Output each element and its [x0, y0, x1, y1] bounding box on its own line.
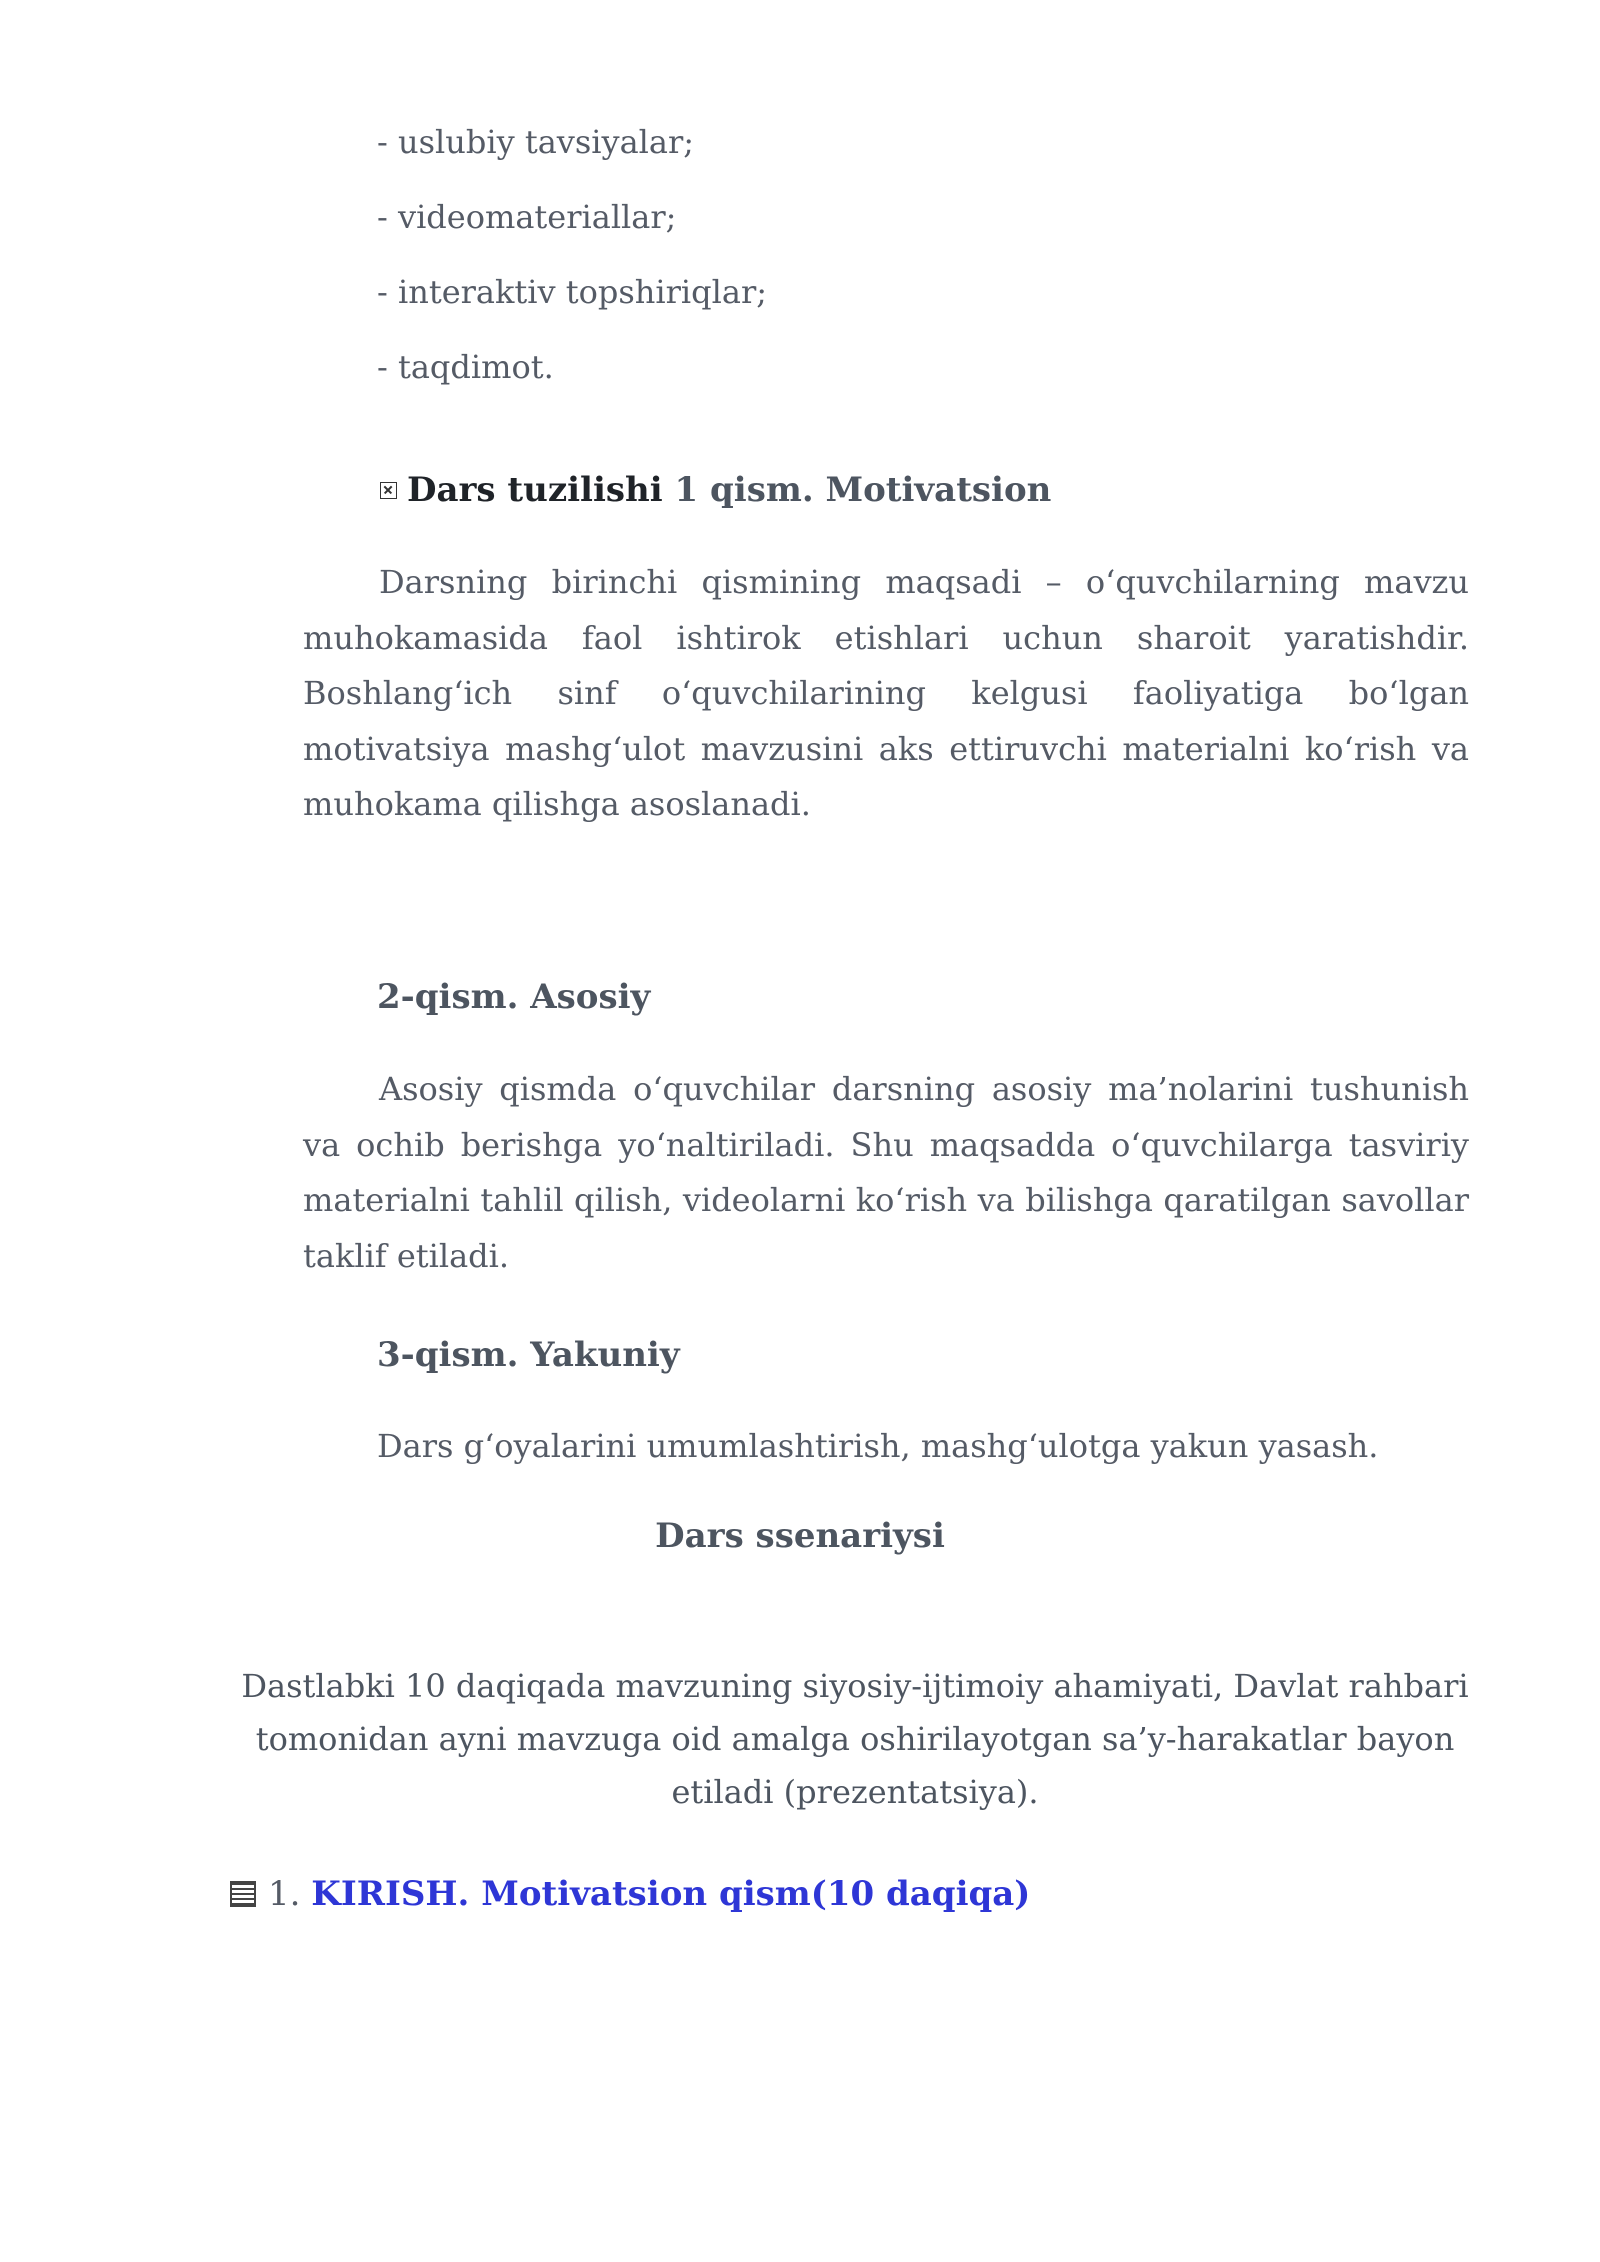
structure-heading: [380, 468, 1051, 512]
intro-item-title: KIRISH. Motivatsion qism(10 daqiqa): [311, 1874, 1031, 1914]
part3-paragraph: Dars g‘oyalarini umumlashtirish, mashg‘ulotga yakun yasash.: [377, 1427, 1379, 1465]
intro-item-number: 1.: [268, 1874, 301, 1914]
part2-paragraph: Asosiy qismda o‘quvchilar darsning asosiy ma’nolarini tushunish va ochib berishga yo‘naltiriladi. Shu maqsadda o‘quvchilarga tasviriy materialni tahlil qilish, videolarni ko‘rish va bilishga qaratilgan savollar taklif etiladi.: [303, 1070, 1469, 1275]
scenario-paragraph: Dastlabki 10 daqiqada mavzuning siyosiy-ijtimoiy ahamiyati, Davlat rahbari tomonidan ayni mavzuga oid amalga oshirilayotgan sa’y-harakatlar bayon etiladi (prezentatsiya).: [241, 1667, 1469, 1811]
scenario-title: Dars ssenariysi: [655, 1516, 945, 1556]
part3-heading: 3-qism. Yakuniy: [377, 1335, 680, 1375]
list-item-4: - taqdimot.: [377, 348, 554, 386]
structure-heading-part1: 1 qism. Motivatsion: [674, 470, 1052, 510]
list-item-2: - videomateriallar;: [377, 198, 677, 236]
list-icon: [230, 1881, 256, 1907]
part1-paragraph: Darsning birinchi qismining maqsadi – o‘quvchilarning mavzu muhokamasida faol ishtirok etishlari uchun sharoit yaratishdir. Boshlang‘ich sinf o‘quvchilarining kelgusi faoliyatiga bo‘lgan motivatsiya mashg‘ulot mavzusini aks ettiruvchi materialni ko‘rish va muhokama qilishga asoslanadi.: [303, 563, 1469, 823]
structure-heading-dark: Dars tuzilishi: [407, 470, 663, 510]
checkbox-x-icon: [380, 482, 397, 499]
part2-heading: 2-qism. Asosiy: [377, 977, 651, 1017]
intro-item: [230, 1872, 1030, 1916]
list-item-3: - interaktiv topshiriqlar;: [377, 273, 768, 311]
list-item-1: - uslubiy tavsiyalar;: [377, 123, 695, 161]
